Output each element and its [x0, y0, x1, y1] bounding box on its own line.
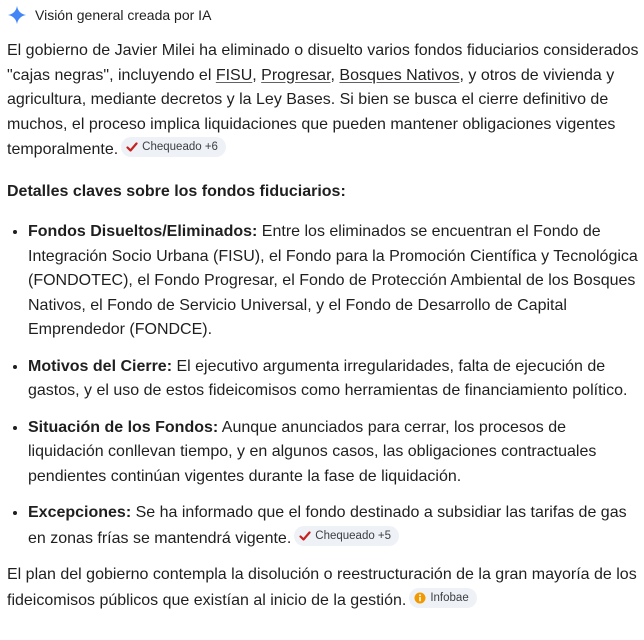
link-bosques-nativos[interactable]: Bosques Nativos [339, 66, 460, 84]
sparkle-icon [7, 5, 27, 25]
link-progresar[interactable]: Progresar [261, 66, 331, 84]
list-item [28, 416, 640, 490]
list-item-title: Situación de los Fondos: [28, 418, 219, 436]
list-item-text: Entre los eliminados se encuentran el Fondo de Integración Socio Urbana (FISU), el Fondo para la Promoción Científica y Tecnológica (FONDOTEC), el Fondo Progresar, el Fondo de Protección Ambiental de los Bosques Nativos, el Fondo de Servicio Universal, y el Fondo de Desarrollo de Capital Emprendedor (FONDCE). [28, 223, 638, 338]
intro-paragraph [7, 39, 640, 163]
list-item-title: Fondos Disueltos/Eliminados: [28, 223, 258, 240]
list-item [28, 355, 640, 404]
ai-overview-header [7, 0, 640, 30]
chequeado-icon [299, 530, 311, 542]
intro-text: , y otros de vivienda y agricultura, mediante decretos y la Ley Bases. Si bien se busca el cierre definitivo de muchos, el proceso implica liquidaciones que pueden mantener obligaciones vigentes temporalmente. [7, 66, 616, 158]
list-item-text: Se ha informado que el fondo destinado a subsidiar las tarifas de gas en zonas frías se mantendrá vigente. [28, 504, 627, 547]
details-list [7, 220, 640, 551]
list-item-title: Excepciones: [28, 504, 132, 521]
source-chip-label: Chequeado +5 [315, 529, 392, 542]
source-chip-infobae[interactable] [409, 588, 476, 608]
closing-paragraph [7, 563, 640, 613]
infobae-icon [414, 592, 426, 604]
intro-text: El gobierno de Javier Milei ha eliminado o disuelto varios fondos fiduciarios considerados "cajas negras", incluyendo el [7, 42, 639, 84]
source-chip-label: Chequeado +6 [142, 141, 218, 153]
list-item-text: Aunque anunciados para cerrar, los procesos de liquidación conllevan tiempo, y en algunos casos, las obligaciones contractuales pendientes continúan vigentes durante la fase de liquidación. [28, 418, 597, 485]
list-item [28, 501, 640, 551]
closing-text: El plan del gobierno contempla la disolución o reestructuración de la gran mayoría de los fideicomisos públicos que existían al inicio de la gestión. [7, 566, 637, 609]
chequeado-icon [126, 141, 138, 153]
link-fisu[interactable]: FISU [215, 66, 253, 84]
source-chip-chequeado[interactable] [294, 526, 399, 546]
ai-overview-title: Visión general creada por IA [35, 6, 212, 23]
intro-text: , [252, 66, 262, 84]
list-item-text: El ejecutivo argumenta irregularidades, falta de ejecución de gastos, y el uso de estos fideicomisos como herramientas de financiamiento político. [28, 357, 628, 399]
list-item-title: Motivos del Cierre: [28, 357, 173, 375]
intro-text: , [330, 66, 340, 84]
section-heading: Detalles claves sobre los fondos fiduciarios: [7, 182, 346, 200]
source-chip-label: Infobae [430, 591, 469, 604]
source-chip-chequeado[interactable] [121, 137, 226, 157]
list-item [28, 220, 640, 343]
